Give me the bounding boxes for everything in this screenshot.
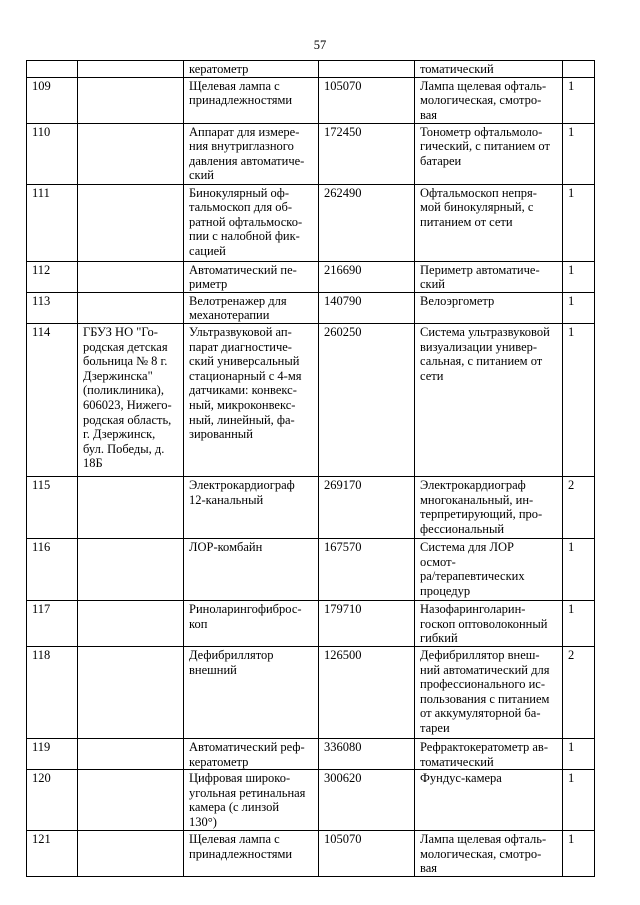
- equipment-name-cell: [184, 61, 319, 78]
- organization-cell: [78, 292, 184, 323]
- row-number-cell: [27, 600, 78, 646]
- cell-line: г. Дзержинск,: [83, 427, 156, 442]
- table-body: [27, 61, 595, 877]
- table-row: [27, 600, 595, 646]
- cell-text: 336080: [324, 739, 362, 754]
- cell-line: 130°): [189, 814, 217, 829]
- nkmi-code-cell: [319, 123, 415, 184]
- cell-line: Электрокардиограф: [189, 477, 295, 492]
- cell-line: Система для ЛОР: [420, 539, 515, 554]
- equipment-type-cell: [415, 646, 563, 738]
- cell-line: родская область,: [83, 412, 172, 427]
- cell-line: Велоэргометр: [420, 293, 495, 308]
- organization-cell: [78, 323, 184, 476]
- cell-line: Дзержинска": [83, 368, 153, 383]
- quantity-cell: [563, 738, 595, 769]
- cell-text: 1: [568, 78, 575, 93]
- cell-line: батареи: [420, 153, 462, 168]
- cell-text: 109: [32, 78, 51, 93]
- organization-cell: [78, 123, 184, 184]
- cell-line: Фундус-камера: [420, 771, 502, 786]
- cell-text: 119: [32, 739, 51, 754]
- organization-cell: [78, 538, 184, 600]
- equipment-type-cell: [415, 770, 563, 831]
- equipment-type-cell: [415, 323, 563, 476]
- nkmi-code-cell: [319, 261, 415, 292]
- cell-line: ра/терапевтических: [420, 569, 525, 584]
- cell-line: сальная, с питанием от: [420, 354, 543, 369]
- cell-text: 1: [568, 539, 575, 554]
- cell-line: сети: [420, 368, 444, 383]
- equipment-name-cell: [184, 538, 319, 600]
- table-row: [27, 123, 595, 184]
- cell-line: стационарный с 4-мя: [189, 368, 302, 383]
- quantity-cell: [563, 292, 595, 323]
- cell-text: 111: [32, 185, 50, 200]
- equipment-name-cell: [184, 261, 319, 292]
- row-number-cell: [27, 770, 78, 831]
- cell-line: многоканальный, ин-: [420, 492, 534, 507]
- cell-text: 167570: [324, 539, 362, 554]
- cell-line: от аккумуляторной ба-: [420, 706, 541, 721]
- cell-line: 606023, Нижего-: [83, 397, 172, 412]
- cell-text: 114: [32, 324, 51, 339]
- cell-line: ния внутриглазного: [189, 139, 294, 154]
- cell-line: профессионального ис-: [420, 677, 545, 692]
- table-row: [27, 261, 595, 292]
- cell-line: Аппарат для измере-: [189, 124, 300, 139]
- cell-line: Лампа щелевая офталь-: [420, 78, 547, 93]
- cell-line: зированный: [189, 427, 253, 442]
- row-number-cell: [27, 476, 78, 538]
- equipment-type-cell: [415, 77, 563, 123]
- equipment-type-cell: [415, 476, 563, 538]
- nkmi-code-cell: [319, 61, 415, 78]
- cell-line: больница № 8 г.: [83, 354, 168, 369]
- equipment-name-cell: [184, 77, 319, 123]
- table-row: [27, 292, 595, 323]
- equipment-name-cell: [184, 123, 319, 184]
- cell-text: 2: [568, 647, 575, 662]
- nkmi-code-cell: [319, 831, 415, 877]
- cell-line: Щелевая лампа с: [189, 832, 280, 847]
- equipment-name-cell: [184, 738, 319, 769]
- organization-cell: [78, 600, 184, 646]
- cell-line: Лампа щелевая офталь-: [420, 832, 547, 847]
- cell-text: 269170: [324, 477, 362, 492]
- cell-line: ГБУЗ НО "Го-: [83, 324, 158, 339]
- table-row: [27, 831, 595, 877]
- table-row: [27, 538, 595, 600]
- cell-line: принадлежностями: [189, 93, 293, 108]
- cell-text: 1: [568, 601, 575, 616]
- cell-text: 115: [32, 477, 51, 492]
- equipment-type-cell: [415, 61, 563, 78]
- cell-text: 2: [568, 477, 575, 492]
- organization-cell: [78, 770, 184, 831]
- cell-text: 1: [568, 293, 575, 308]
- cell-text: 260250: [324, 324, 362, 339]
- cell-line: мологическая, смотро-: [420, 846, 542, 861]
- cell-line: процедур: [420, 583, 471, 598]
- cell-text: 112: [32, 262, 51, 277]
- row-number-cell: [27, 77, 78, 123]
- quantity-cell: [563, 323, 595, 476]
- equipment-type-cell: [415, 261, 563, 292]
- cell-text: 1: [568, 185, 575, 200]
- nkmi-code-cell: [319, 538, 415, 600]
- nkmi-code-cell: [319, 476, 415, 538]
- cell-text: 172450: [324, 124, 362, 139]
- equipment-name-cell: [184, 184, 319, 261]
- organization-cell: [78, 261, 184, 292]
- table-row: [27, 476, 595, 538]
- table-row: [27, 61, 595, 78]
- equipment-name-cell: [184, 646, 319, 738]
- quantity-cell: [563, 646, 595, 738]
- cell-line: ЛОР-комбайн: [189, 539, 263, 554]
- row-number-cell: [27, 261, 78, 292]
- cell-line: ный, микроконвекс-: [189, 397, 296, 412]
- cell-line: фессиональный: [420, 521, 505, 536]
- equipment-name-cell: [184, 476, 319, 538]
- row-number-cell: [27, 123, 78, 184]
- cell-text: 116: [32, 539, 51, 554]
- cell-text: 105070: [324, 78, 362, 93]
- quantity-cell: [563, 831, 595, 877]
- cell-text: 105070: [324, 832, 362, 847]
- cell-line: Тонометр офтальмоло-: [420, 124, 543, 139]
- cell-line: (поликлиника),: [83, 383, 164, 398]
- equipment-name-cell: [184, 600, 319, 646]
- cell-line: томатический: [420, 754, 494, 769]
- cell-line: парат диагностиче-: [189, 339, 292, 354]
- cell-line: Офтальмоскоп непря-: [420, 185, 537, 200]
- cell-line: риметр: [189, 277, 228, 292]
- nkmi-code-cell: [319, 770, 415, 831]
- cell-text: 1: [568, 771, 575, 786]
- cell-line: Автоматический реф-: [189, 739, 305, 754]
- quantity-cell: [563, 538, 595, 600]
- cell-line: Риноларингофиброс-: [189, 601, 302, 616]
- row-number-cell: [27, 292, 78, 323]
- table-row: [27, 323, 595, 476]
- quantity-cell: [563, 600, 595, 646]
- cell-text: 1: [568, 124, 575, 139]
- quantity-cell: [563, 184, 595, 261]
- cell-line: камера (с линзой: [189, 800, 280, 815]
- row-number-cell: [27, 738, 78, 769]
- cell-line: Автоматический пе-: [189, 262, 297, 277]
- cell-line: Щелевая лампа с: [189, 78, 280, 93]
- cell-line: коп: [189, 616, 208, 631]
- equipment-type-cell: [415, 600, 563, 646]
- cell-line: визуализации универ-: [420, 339, 538, 354]
- cell-line: пользования с питанием: [420, 691, 550, 706]
- cell-line: ский универсальный: [189, 354, 300, 369]
- cell-line: Велотренажер для: [189, 293, 287, 308]
- nkmi-code-cell: [319, 77, 415, 123]
- quantity-cell: [563, 61, 595, 78]
- cell-text: 300620: [324, 771, 362, 786]
- cell-line: давления автоматиче-: [189, 153, 305, 168]
- cell-line: ский: [189, 168, 214, 183]
- organization-cell: [78, 646, 184, 738]
- cell-text: 262490: [324, 185, 362, 200]
- cell-line: Бинокулярный оф-: [189, 185, 290, 200]
- cell-text: 126500: [324, 647, 362, 662]
- cell-line: осмот-: [420, 554, 456, 569]
- nkmi-code-cell: [319, 738, 415, 769]
- table-row: [27, 646, 595, 738]
- equipment-table: [26, 60, 595, 877]
- cell-line: Назофаринголарин-: [420, 601, 526, 616]
- cell-text: 179710: [324, 601, 362, 616]
- quantity-cell: [563, 123, 595, 184]
- cell-line: угольная ретинальная: [189, 785, 306, 800]
- equipment-type-cell: [415, 123, 563, 184]
- cell-line: 12-канальный: [189, 492, 264, 507]
- equipment-type-cell: [415, 184, 563, 261]
- cell-line: бул. Победы, д.: [83, 441, 165, 456]
- equipment-type-cell: [415, 738, 563, 769]
- organization-cell: [78, 61, 184, 78]
- cell-line: сацией: [189, 243, 226, 258]
- cell-line: внешний: [189, 662, 237, 677]
- row-number-cell: [27, 538, 78, 600]
- organization-cell: [78, 738, 184, 769]
- nkmi-code-cell: [319, 323, 415, 476]
- cell-text: 1: [568, 262, 575, 277]
- cell-line: механотерапии: [189, 308, 270, 323]
- cell-line: вая: [420, 861, 438, 876]
- cell-line: томатический: [420, 62, 494, 76]
- organization-cell: [78, 77, 184, 123]
- equipment-name-cell: [184, 831, 319, 877]
- cell-line: гибкий: [420, 631, 458, 646]
- cell-line: мологическая, смотро-: [420, 93, 542, 108]
- row-number-cell: [27, 323, 78, 476]
- organization-cell: [78, 476, 184, 538]
- cell-line: кератометр: [189, 754, 249, 769]
- nkmi-code-cell: [319, 600, 415, 646]
- cell-line: терпретирующий, про-: [420, 507, 543, 522]
- table-row: [27, 770, 595, 831]
- table-row: [27, 77, 595, 123]
- cell-line: Дефибриллятор: [189, 647, 274, 662]
- nkmi-code-cell: [319, 184, 415, 261]
- cell-line: пии с налобной фик-: [189, 229, 300, 244]
- quantity-cell: [563, 770, 595, 831]
- cell-line: ратной офтальмоско-: [189, 214, 303, 229]
- cell-line: Цифровая широко-: [189, 771, 291, 786]
- page-number: 57: [313, 38, 327, 52]
- cell-line: тареи: [420, 720, 450, 735]
- cell-text: 1: [568, 324, 575, 339]
- cell-line: госкоп оптоволоконный: [420, 616, 548, 631]
- cell-line: ный, линейный, фа-: [189, 412, 295, 427]
- equipment-type-cell: [415, 538, 563, 600]
- organization-cell: [78, 184, 184, 261]
- cell-line: Ультразвуковой ап-: [189, 324, 292, 339]
- cell-line: гический, с питанием от: [420, 139, 550, 154]
- row-number-cell: [27, 184, 78, 261]
- cell-text: 140790: [324, 293, 362, 308]
- nkmi-code-cell: [319, 292, 415, 323]
- cell-line: датчиками: конвекс-: [189, 383, 297, 398]
- equipment-name-cell: [184, 292, 319, 323]
- cell-line: кератометр: [189, 62, 249, 76]
- cell-text: 1: [568, 739, 575, 754]
- cell-text: 121: [32, 832, 51, 847]
- cell-text: 120: [32, 771, 51, 786]
- equipment-type-cell: [415, 831, 563, 877]
- cell-line: родская детская: [83, 339, 168, 354]
- cell-text: 118: [32, 647, 51, 662]
- cell-text: 113: [32, 293, 51, 308]
- cell-line: мой бинокулярный, с: [420, 200, 534, 215]
- cell-line: Рефрактокератометр ав-: [420, 739, 548, 754]
- equipment-name-cell: [184, 323, 319, 476]
- cell-text: 216690: [324, 262, 362, 277]
- cell-text: 117: [32, 601, 51, 616]
- cell-line: принадлежностями: [189, 846, 293, 861]
- cell-line: Система ультразвуковой: [420, 324, 550, 339]
- row-number-cell: [27, 61, 78, 78]
- nkmi-code-cell: [319, 646, 415, 738]
- equipment-type-cell: [415, 292, 563, 323]
- cell-line: тальмоскоп для об-: [189, 200, 292, 215]
- quantity-cell: [563, 77, 595, 123]
- cell-line: ний автоматический для: [420, 662, 550, 677]
- cell-text: 110: [32, 124, 51, 139]
- quantity-cell: [563, 476, 595, 538]
- cell-line: питанием от сети: [420, 214, 513, 229]
- equipment-name-cell: [184, 770, 319, 831]
- cell-line: 18Б: [83, 456, 103, 471]
- cell-line: Электрокардиограф: [420, 477, 526, 492]
- table-row: [27, 184, 595, 261]
- row-number-cell: [27, 831, 78, 877]
- cell-text: 1: [568, 832, 575, 847]
- cell-line: Периметр автоматиче-: [420, 262, 540, 277]
- cell-line: ский: [420, 277, 445, 292]
- row-number-cell: [27, 646, 78, 738]
- cell-line: Дефибриллятор внеш-: [420, 647, 540, 662]
- organization-cell: [78, 831, 184, 877]
- table-row: [27, 738, 595, 769]
- quantity-cell: [563, 261, 595, 292]
- cell-line: вая: [420, 107, 438, 122]
